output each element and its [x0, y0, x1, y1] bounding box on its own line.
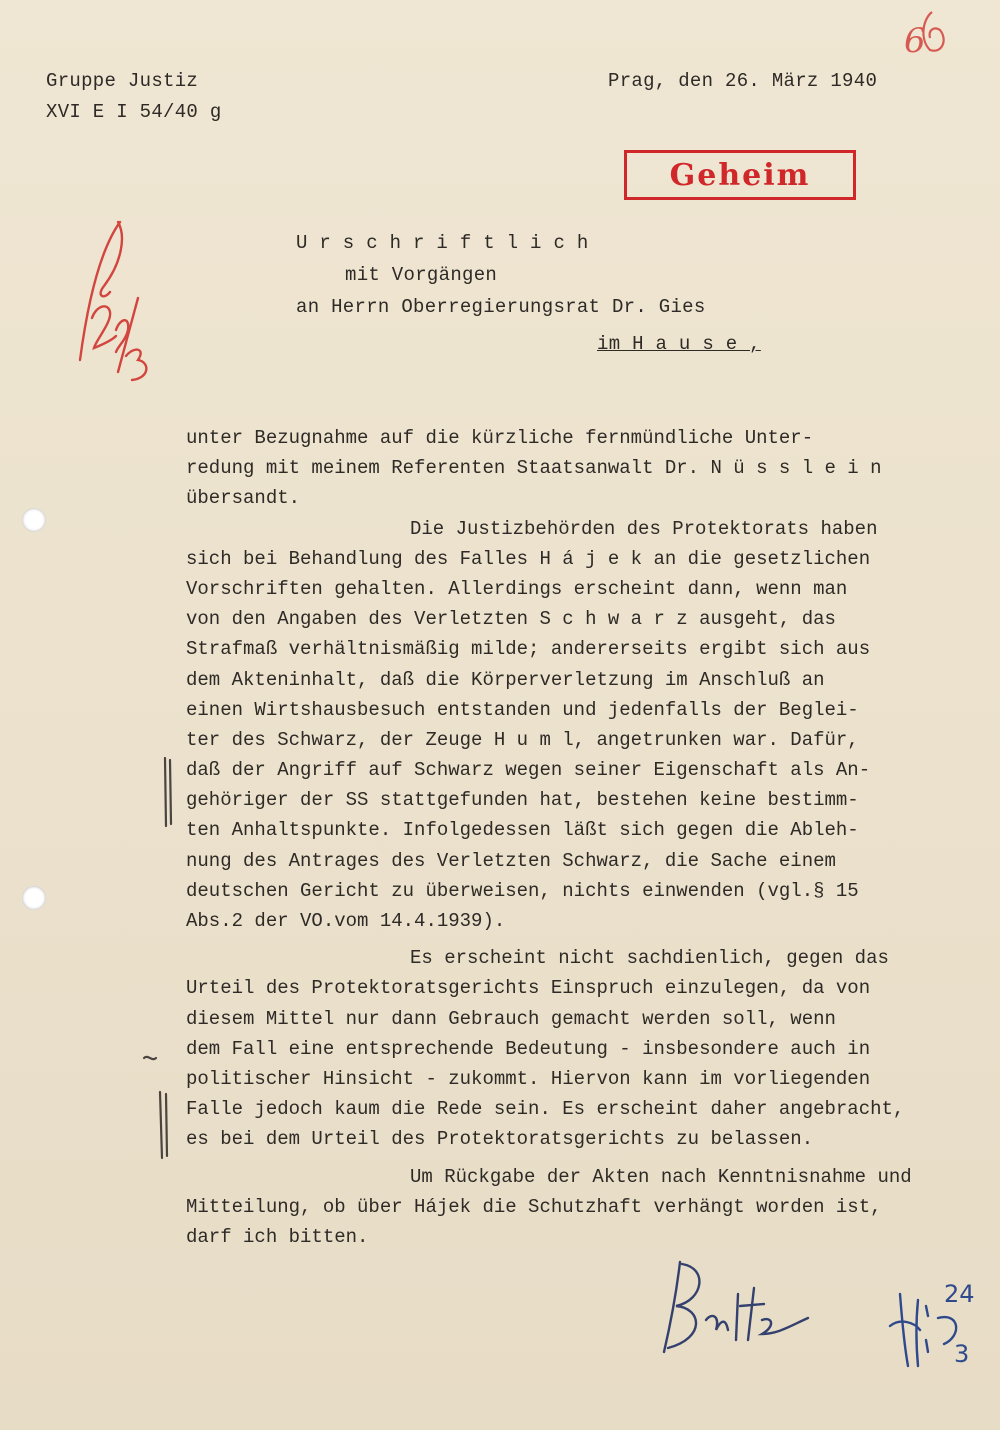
body-line: redung mit meinem Referenten Staatsanwalt Dr. N ü s s l e i n: [186, 457, 882, 480]
blue-date-24-3: [944, 1280, 975, 1368]
body-line: dem Akteninhalt, daß die Körperverletzung im Anschluß an: [186, 668, 825, 691]
body-line: deutschen Gericht zu überweisen, nichts einwenden (vgl.§ 15: [186, 879, 859, 902]
svg-text:3: 3: [954, 1340, 970, 1368]
margin-marks: [144, 758, 171, 1158]
body-line: Vorschriften gehalten. Allerdings erscheint dann, wenn man: [186, 577, 848, 600]
body-line: ten Anhaltspunkte. Infolgedessen läßt sich gegen die Ableh-: [186, 819, 859, 842]
body-line: nung des Antrages des Verletzten Schwarz, die Sache einem: [186, 849, 836, 872]
department-line-1: Gruppe Justiz: [46, 70, 199, 92]
body-line: Strafmaß verhältnismäßig milde; andererseits ergibt sich aus: [186, 638, 871, 661]
address-line-3: an Herrn Oberregierungsrat Dr. Gies: [296, 296, 706, 318]
body-line: Um Rückgabe der Akten nach Kenntnisnahme und: [410, 1165, 912, 1188]
department-reference: XVI E I 54/40 g: [46, 101, 222, 123]
body-line: übersandt.: [186, 487, 301, 510]
body-line: ter des Schwarz, der Zeuge H u m l, angetrunken war. Dafür,: [186, 728, 859, 751]
body-line: Es erscheint nicht sachdienlich, gegen das: [410, 947, 889, 970]
address-line-1: U r s c h r i f t l i c h: [296, 232, 589, 254]
body-line: diesem Mittel nur dann Gebrauch gemacht werden soll, wenn: [186, 1007, 836, 1030]
page-number-handwritten: [904, 12, 944, 61]
body-line: Falle jedoch kaum die Rede sein. Es erscheint daher angebracht,: [186, 1098, 905, 1121]
body-line: es bei dem Urteil des Protektoratsgerichts zu belassen.: [186, 1128, 814, 1151]
svg-text:6: 6: [904, 21, 926, 61]
place-date: Prag, den 26. März 1940: [608, 70, 878, 92]
body-line: Die Justizbehörden des Protektorats haben: [410, 517, 878, 540]
body-line: von den Angaben des Verletzten S c h w a r z ausgeht, das: [186, 608, 836, 631]
red-pencil-note: [80, 222, 146, 380]
body-line: sich bei Behandlung des Falles H á j e k an die gesetzlichen: [186, 547, 871, 570]
body-line: daß der Angriff auf Schwarz wegen seiner Eigenschaft als An-: [186, 759, 871, 782]
body-line: Abs.2 der VO.vom 14.4.1939).: [186, 910, 506, 932]
body-line: Mitteilung, ob über Hájek die Schutzhaft verhängt worden ist,: [186, 1195, 882, 1218]
address-line-2: mit Vorgängen: [345, 264, 498, 286]
stamp-text: Geheim: [669, 157, 811, 193]
svg-text:24: 24: [944, 1280, 975, 1308]
body-line: politischer Hinsicht - zukommt. Hiervon kann im vorliegenden: [186, 1067, 871, 1090]
address-line-4: im H a u s e ,: [597, 333, 761, 355]
body-line: darf ich bitten.: [186, 1225, 369, 1248]
body-line: Urteil des Protektoratsgerichts Einspruch einzulegen, da von: [186, 977, 871, 1000]
body-line: einen Wirtshausbesuch entstanden und jedenfalls der Beglei-: [186, 698, 859, 721]
body-line: dem Fall eine entsprechende Bedeutung - insbesondere auch in: [186, 1037, 871, 1060]
signature: [664, 1262, 808, 1352]
body-line: gehöriger der SS stattgefunden hat, bestehen keine bestimm-: [186, 789, 859, 812]
body-line: unter Bezugnahme auf die kürzliche fernmündliche Unter-: [186, 427, 814, 449]
